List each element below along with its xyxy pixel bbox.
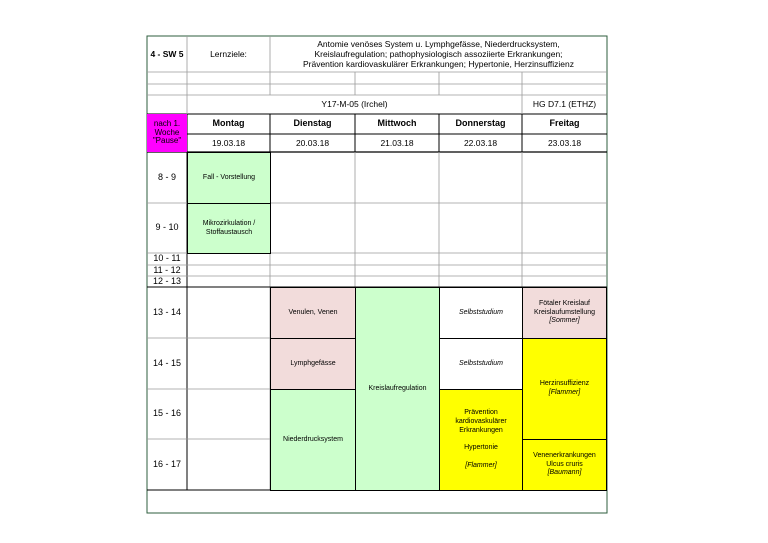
event-lymphgefaesse xyxy=(270,338,356,390)
event-herzinsuffizienz xyxy=(522,338,607,440)
event-text: Selbststudium xyxy=(459,359,503,367)
event-text: Selbststudium xyxy=(459,308,503,316)
time-label: 8 - 9 xyxy=(157,171,176,182)
date-friday: 23.03.18 xyxy=(547,137,582,148)
date-thursday: 22.03.18 xyxy=(463,137,498,148)
room-friday: HG D7.1 (ETHZ) xyxy=(532,99,597,110)
time-label: 13 - 14 xyxy=(152,306,182,317)
event-kreislaufregulation xyxy=(355,287,440,491)
event-text: Lymphgefässe xyxy=(290,359,336,367)
event-text: Venenerkrankungen xyxy=(533,451,596,459)
day-tuesday: Dienstag xyxy=(293,118,332,129)
event-niederdrucksystem xyxy=(270,389,356,491)
event-lecturer: [Flammer] xyxy=(548,389,581,396)
event-text: Stoffaustausch xyxy=(205,228,253,236)
pause-note xyxy=(147,114,187,152)
day-thursday: Donnerstag xyxy=(455,118,506,129)
event-lecturer: [Baumann] xyxy=(547,469,582,477)
pause-note-line: nach 1. xyxy=(153,118,181,128)
time-label: 9 - 10 xyxy=(155,222,179,233)
time-label: 15 - 16 xyxy=(152,408,182,419)
event-text: Venulen, Venen xyxy=(288,308,338,316)
event-lecturer: [Flammer] xyxy=(465,462,497,470)
event-text: Mikrozirkulation / xyxy=(202,219,256,227)
lernziele-line: Prävention kardiovaskulärer Erkrankungen; Hypertonie, Herzinsuffizienz xyxy=(302,59,575,70)
event-lecturer: [Sommer] xyxy=(549,317,580,325)
event-mikrozirkulation xyxy=(187,203,271,254)
day-monday: Montag xyxy=(212,118,245,129)
day-friday: Freitag xyxy=(549,118,580,129)
event-venulen-venen xyxy=(270,287,356,339)
date-wednesday: 21.03.18 xyxy=(380,137,414,148)
event-selbststudium-2 xyxy=(439,338,523,390)
lernziele-line: Antomie venöses System u. Lymphgefässe, Niederdrucksystem, xyxy=(317,38,560,49)
date-monday: 19.03.18 xyxy=(211,137,246,148)
event-selbststudium-1 xyxy=(439,287,523,339)
event-text: Kreislaufumstellung xyxy=(533,308,596,316)
lernziele-line: Kreislaufregulation; pathophysiologisch assoziierte Erkrankungen; xyxy=(314,48,563,59)
pause-note-line: "Pause" xyxy=(152,136,182,146)
event-text: Kreislaufregulation xyxy=(368,384,427,392)
event-venenerkrankungen xyxy=(522,439,607,491)
time-label: 12 - 13 xyxy=(152,276,182,286)
lernziele-text xyxy=(270,36,607,72)
event-text: Prävention xyxy=(464,409,498,417)
event-foetaler-kreislauf xyxy=(522,287,607,339)
event-text: Hypertonie xyxy=(464,444,498,452)
pause-note-line: Woche xyxy=(154,127,180,137)
event-text: Fall - Vorstellung xyxy=(202,173,256,181)
week-label: 4 - SW 5 xyxy=(150,48,184,59)
event-text: Fötaler Kreislauf xyxy=(539,299,590,307)
event-text: kardiovaskulärer xyxy=(455,417,507,425)
lernziele-label: Lernziele: xyxy=(210,48,247,59)
time-label: 16 - 17 xyxy=(152,458,182,469)
event-praevention-hypertonie xyxy=(439,389,523,491)
time-label: 11 - 12 xyxy=(153,265,181,275)
event-fall-vorstellung xyxy=(187,152,271,204)
room-main: Y17-M-05 (Irchel) xyxy=(321,99,388,110)
event-text: Niederdrucksystem xyxy=(283,435,343,443)
date-tuesday: 20.03.18 xyxy=(295,137,330,148)
time-label: 14 - 15 xyxy=(152,357,182,368)
event-text: Herzinsuffizienz xyxy=(539,380,590,388)
event-text: Ulcus cruris xyxy=(546,460,583,468)
day-wednesday: Mittwoch xyxy=(377,118,417,129)
time-label: 10 - 11 xyxy=(153,253,181,264)
event-text: Erkrankungen xyxy=(459,426,503,434)
